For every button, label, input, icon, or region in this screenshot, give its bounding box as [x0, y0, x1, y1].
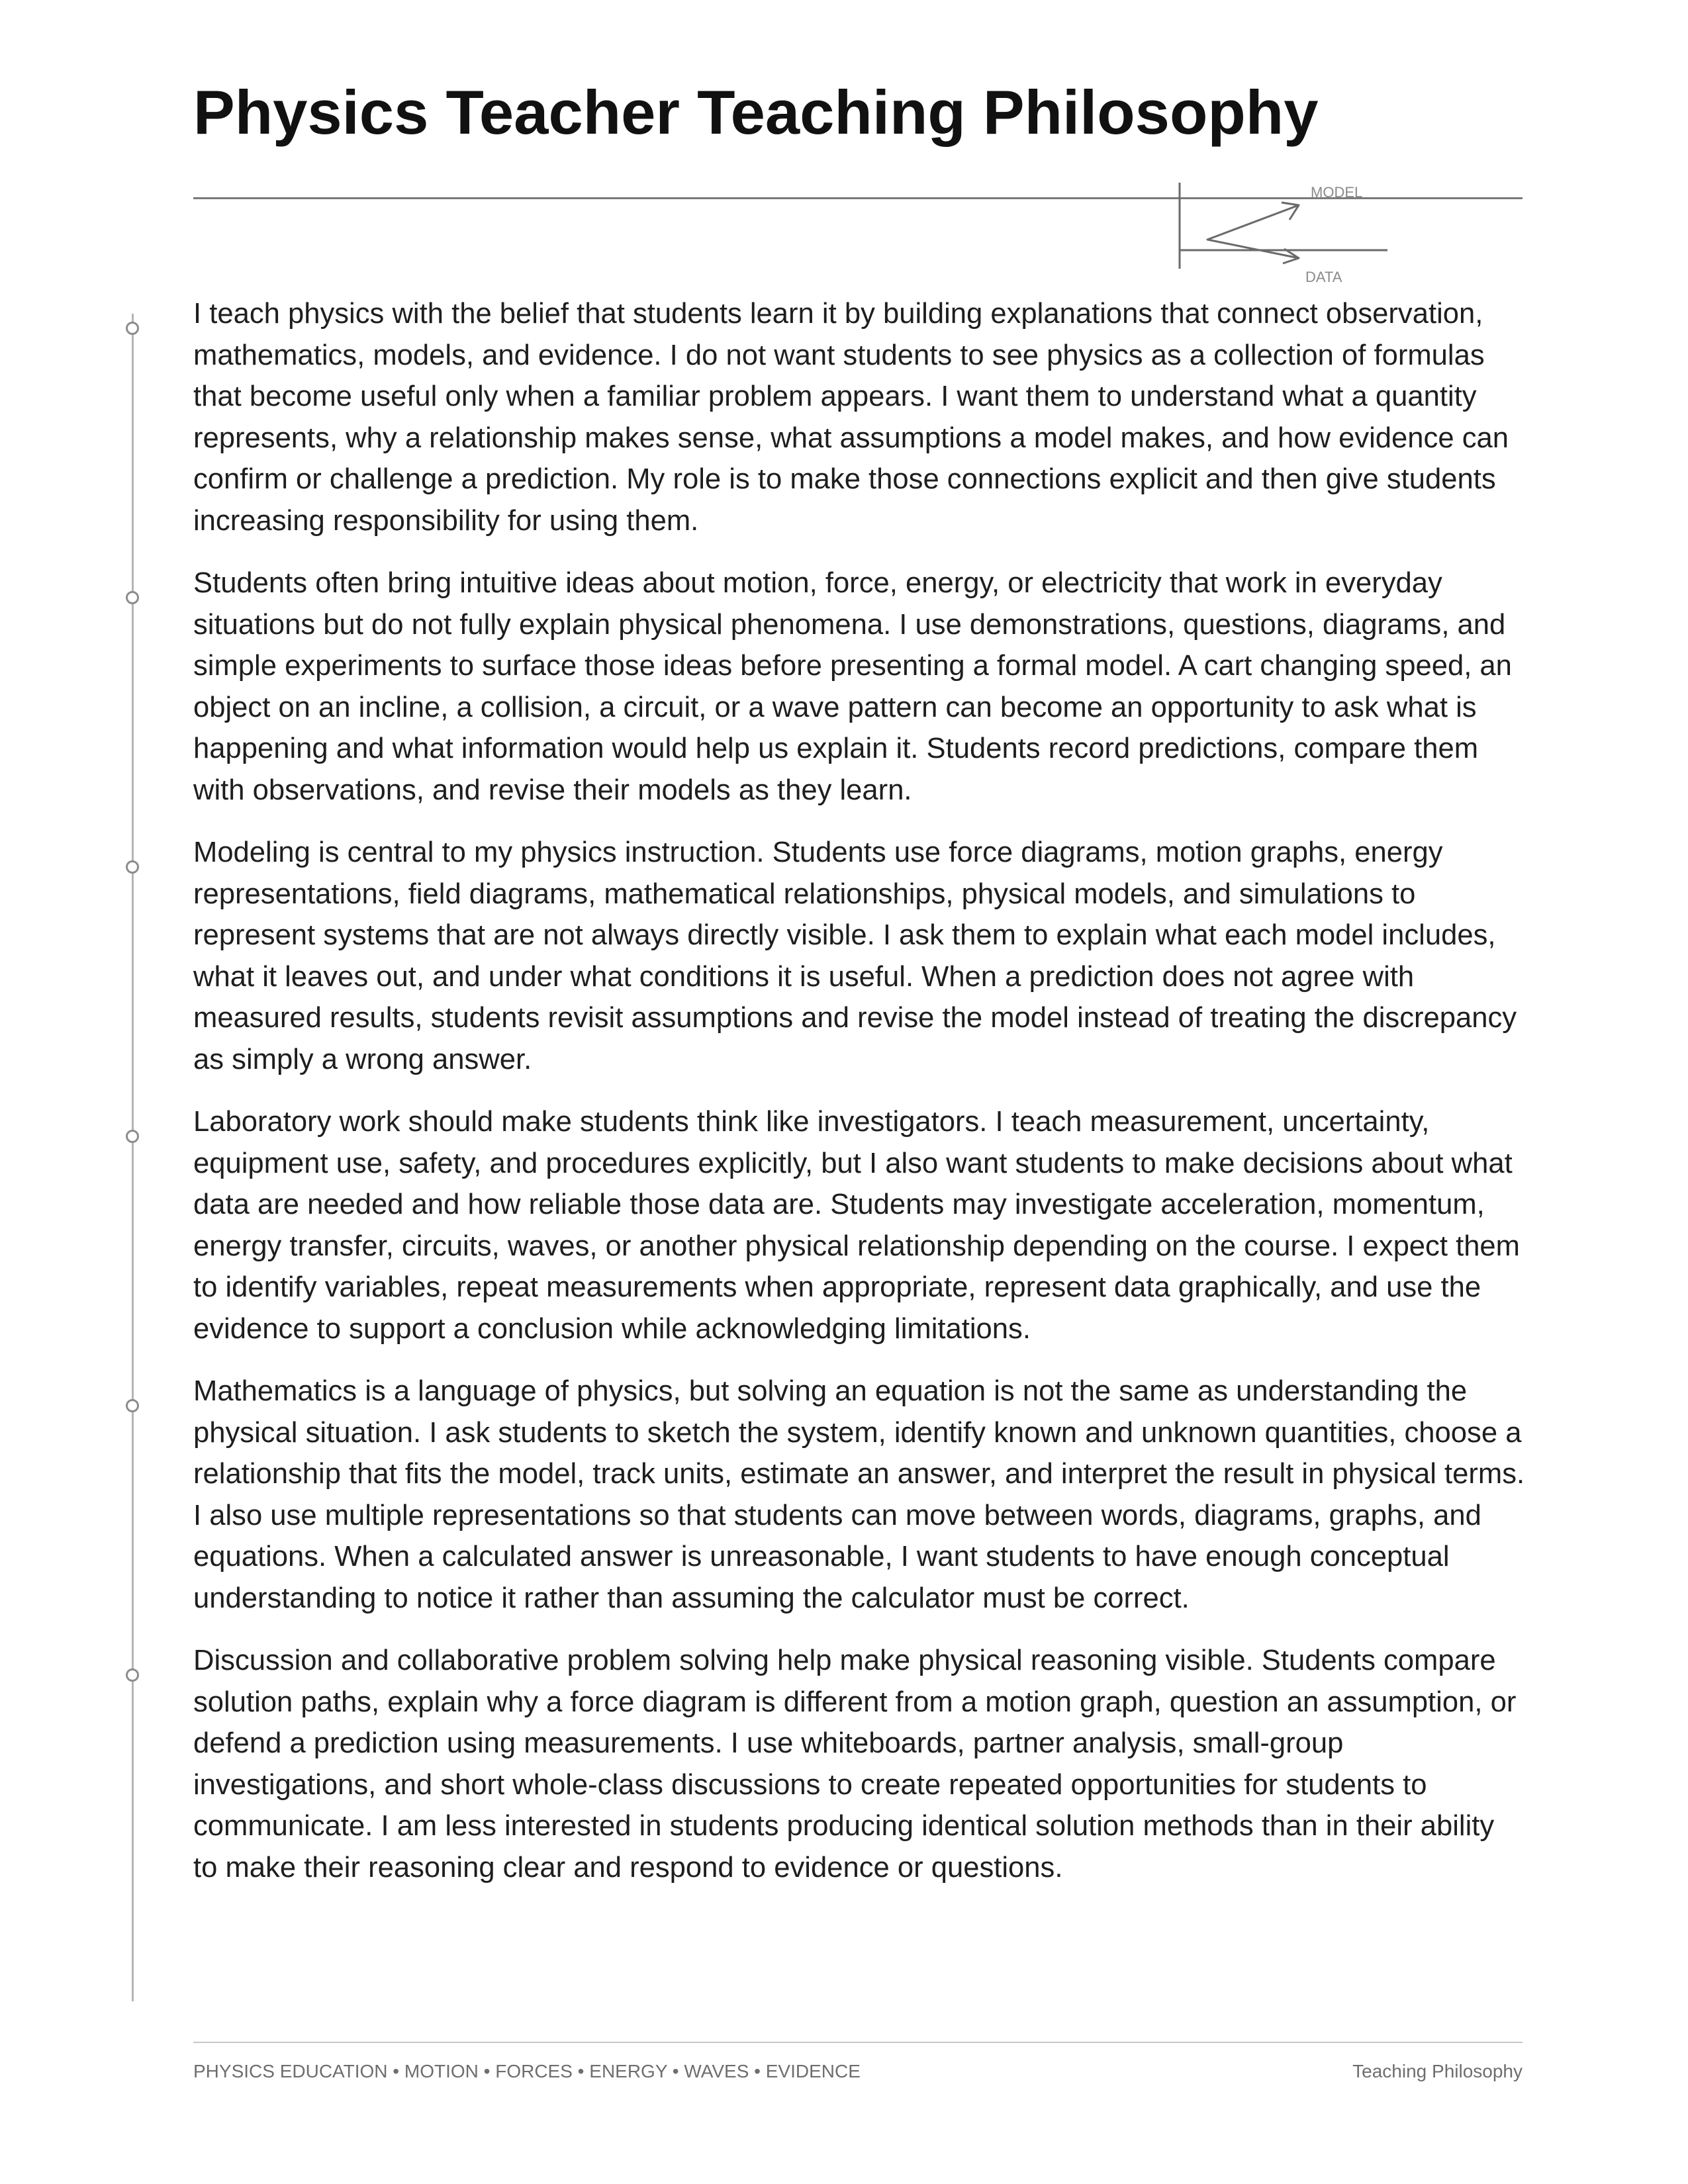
paragraph-laboratory: Laboratory work should make students think like investigators. I teach measurement, uncertainty, equipment use, safety, and procedures explicitly, but I also want students to make decisions about what data are needed and how reliable those data are. Students may investigate acceleration, momentum, energy transfer, circuits, waves, or another physical relationship depending on the course. I expect them to identify variables, repeat measurements when appropriate, represent data graphically, and use the evidence to support a conclusion while acknowledging limitations. [193, 1106, 1520, 1345]
paragraph-intuitive-ideas: Students often bring intuitive ideas about motion, force, energy, or electricity that work in everyday situations but do not fully explain physical phenomena. I use demonstrations, questions, diagrams, and simple experiments to surface those ideas before presenting a formal model. A cart changing speed, an object on an incline, a collision, a circuit, or a wave pattern can become an opportunity to ask what is happening and what information would help us explain it. Students record predictions, compare them with observations, and revise their models as they learn. [193, 567, 1512, 806]
footer-document-label: Teaching Philosophy [1352, 2061, 1523, 2081]
timeline-node [126, 1399, 139, 1412]
diagram-label-model: MODEL [1311, 184, 1363, 201]
philosophy-body [193, 293, 1525, 1909]
model-data-diagram-icon [1172, 179, 1410, 291]
footer-divider [193, 2042, 1523, 2043]
paragraph-modeling: Modeling is central to my physics instruction. Students use force diagrams, motion graphs, energy representations, field diagrams, mathematical relationships, physical models, and simulations to represent systems that are not always directly visible. I ask them to explain what each model includes, what it leaves out, and under what conditions it is useful. When a prediction does not agree with measured results, students revisit assumptions and revise the model instead of treating the discrepancy as simply a wrong answer. [193, 837, 1517, 1075]
timeline-node [126, 1668, 139, 1682]
timeline-rail [132, 314, 134, 2001]
footer-topics: PHYSICS EDUCATION • MOTION • FORCES • ENERGY • WAVES • EVIDENCE [193, 2061, 861, 2081]
page-title: Physics Teacher Teaching Philosophy [193, 77, 1319, 147]
timeline-node [126, 1130, 139, 1143]
diagram-label-data: DATA [1305, 269, 1342, 285]
paragraph-mathematics: Mathematics is a language of physics, but solving an equation is not the same as understanding the physical situation. I ask students to sketch the system, identify known and unknown quantities, choose a relationship that fits the model, track units, estimate an answer, and interpret the result in physical terms. I also use multiple representations so that students can move between words, diagrams, graphs, and equations. When a calculated answer is unreasonable, I want students to have enough conceptual understanding to notice it rather than assuming the calculator must be correct. [193, 1375, 1525, 1614]
timeline-node [126, 591, 139, 604]
timeline-node [126, 860, 139, 874]
paragraph-belief: I teach physics with the belief that students learn it by building explanations that connect observation, mathematics, models, and evidence. I do not want students to see physics as a collection of formulas that become useful only when a familiar problem appears. I want them to understand what a quantity represents, why a relationship makes sense, what assumptions a model makes, and how evidence can confirm or challenge a prediction. My role is to make those connections explicit and then give students increasing responsibility for using them. [193, 298, 1509, 537]
timeline-node [126, 322, 139, 335]
paragraph-discussion: Discussion and collaborative problem solving help make physical reasoning visible. Students compare solution paths, explain why a force diagram is different from a motion graph, question an assumption, or defend a prediction using measurements. I use whiteboards, partner analysis, small-group investigations, and short whole-class discussions to create repeated opportunities for students to communicate. I am less interested in students producing identical solution methods than in their ability to make their reasoning clear and respond to evidence or questions. [193, 1645, 1517, 1884]
